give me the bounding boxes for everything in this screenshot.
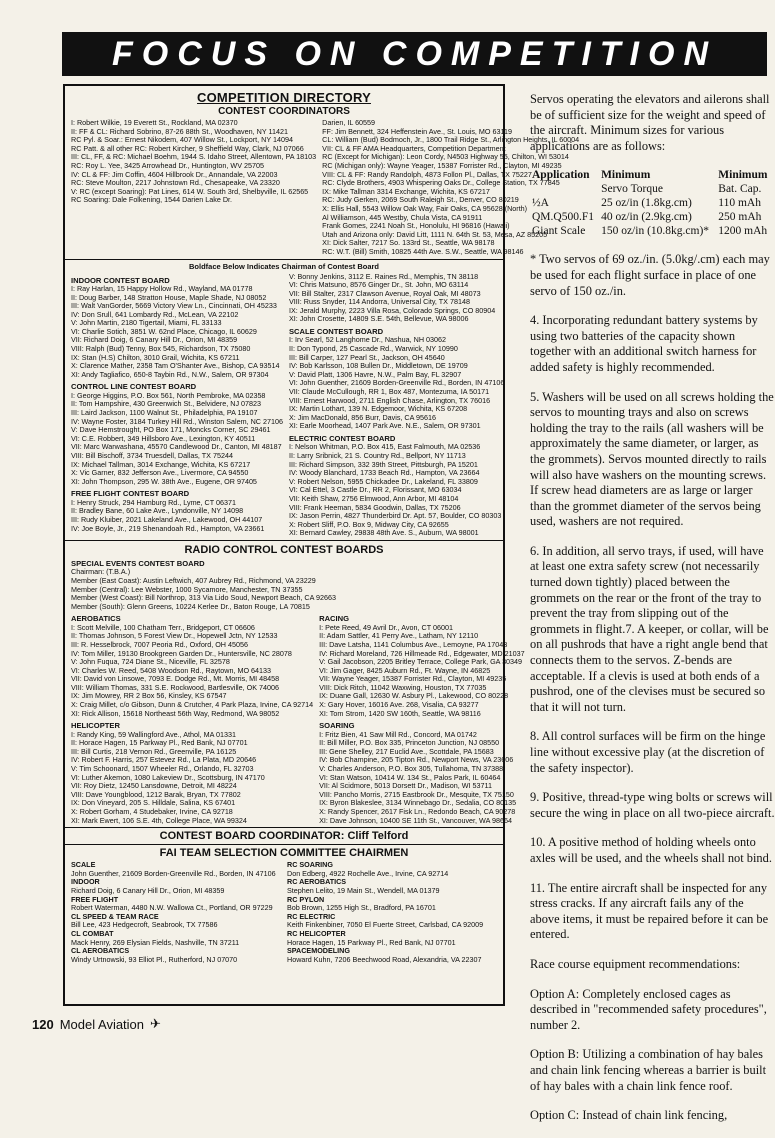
directory-entry: VII: Keith Shaw, 2756 Elmwood, Ann Arbor, MI 48104 (288, 493, 459, 503)
directory-entry: RC (Except for Michigan): Leon Cordy, N4503 Highway 55, Chilton, WI 53014 (322, 152, 569, 162)
directory-entry: XI: Bernard Cawley, 29838 48th Ave. S., Auburn, WA 98001 (288, 528, 479, 538)
directory-entry: V: RC (except Soaring): Pat Lines, 614 W. South 3rd, Shelbyville, IL 62565 (71, 186, 309, 196)
directory-entry: Utah and Arizona only: David Litt, 1111 N. 64th St. 53, Mesa, AZ 85205 (322, 229, 548, 239)
paragraph: Option B: Utilizing a combination of hay bales and chain link fencing whereas a barrier is built of hay bales with a chain link fence roof. (530, 1047, 767, 1093)
table-row (530, 196, 772, 210)
fai-right (287, 861, 497, 964)
directory-entry: IV: Bob Karlsson, 108 Bullen Dr., Middletown, DE 19709 (288, 361, 468, 371)
directory-entry: X: Robert Sliff, P.O. Box 9, Midway City, CA 92655 (288, 519, 449, 529)
scale-title: SCALE CONTEST BOARD (288, 327, 384, 337)
directory-entry: III: Bill Curtis, 218 Vernon Rd., Greenville, PA 16125 (71, 746, 237, 756)
directory-entry: RC Soaring: Dale Folkening, 1544 Darien Lake Dr. (71, 195, 233, 205)
directory-entry: II: Adam Sattler, 41 Perry Ave., Latham, NY 12110 (319, 631, 479, 641)
directory-entry: VIII: Russ Snyder, 114 Andorra, Universal City, TX 78148 (288, 297, 470, 307)
soaring-list (319, 731, 524, 826)
boldface-note: Boldface Below Indicates Chairman of Contest Board (188, 261, 380, 271)
board-coordinator: CONTEST BOARD COORDINATOR: Cliff Telford (159, 830, 409, 843)
directory-entry: IX: Duane Gall, 12630 W. Asbury Pl., Lakewood, CO 80228 (319, 691, 509, 701)
directory-entry: VIII: Dave Youngblood, 1212 Barak, Bryan, TX 77802 (71, 789, 241, 799)
directory-entry: RC Pyl. & Soar.: Ernest Nikodem, 407 Willow St., Lockport, NY 14094 (71, 135, 293, 145)
directory-entry: CL: William (Bud) Bodmoch, Jr., 1800 Trail Ridge St., Arlington Heights, IL 60004 (322, 135, 580, 145)
directory-entry: IV: Robert F. Harris, 257 Estevez Rd., La Plata, MD 20646 (71, 755, 257, 765)
fai-chairman: Stephen Lelito, 19 Main St., Wendell, MA 01379 (287, 885, 440, 895)
electric-list (289, 443, 504, 538)
directory-entry: IV: Bob Champine, 205 Tipton Rd., Newport News, VA 23606 (319, 755, 514, 765)
directory-entry: FF: Jim Bennett, 324 Heffenstein Ave., St. Louis, MO 63119 (322, 126, 512, 136)
directory-entry: VIII: William Thomas, 331 S.E. Rockwood, Bartlesville, OK 74006 (71, 682, 279, 692)
directory-entry: VI: John Guenther, 21609 Borden-Greenville Rd., Borden, IN 47106 (288, 378, 505, 388)
directory-entry: IX: Martin Lothart, 139 N. Edgemoor, Wichita, KS 67208 (288, 404, 468, 414)
fai-left (71, 861, 281, 964)
directory-entry: V: Bonny Jenkins, 3112 E. Raines Rd., Memphis, TN 38118 (288, 271, 479, 281)
paragraph: 10. A positive method of holding wheels onto axles will be used, and the wheels shall not bind. (530, 835, 772, 865)
indoor-title: INDOOR CONTEST BOARD (71, 275, 170, 285)
directory-entry: IX: Byron Blakeslee, 3134 Winnebago Dr., Sedalia, CO 80135 (319, 798, 517, 808)
directory-entry: III: Laird Jackson, 1100 Walnut St., Philadelphia, PA 19107 (71, 408, 258, 418)
directory-entry: VI: Cal Ettel, 3 Castle Dr., RR 2, Florissant, MO 63034 (288, 485, 462, 495)
directory-entry: VIII: Pancho Morris, 2715 Eastbrook Dr., Mesquite, TX 75150 (319, 789, 514, 799)
directory-entry: X: Clarence Mather, 2358 Tam O'Shanter Ave., Bishop, CA 93514 (71, 361, 280, 371)
directory-entry: VI: Luther Akemon, 1080 Lakeview Dr., Scottsburg, IN 47170 (71, 772, 265, 782)
special-events-title: SPECIAL EVENTS CONTEST BOARD (71, 558, 205, 568)
table-cell: 25 oz/in (1.8kg.cm) (601, 197, 692, 210)
table-cell: 110 mAh (718, 197, 761, 210)
directory-entry: XI: Earle Moorhead, 1407 Park Ave. N.E., Salem, OR 97301 (288, 421, 481, 431)
directory-entry: I: Ray Harlan, 15 Happy Hollow Rd., Wayland, MA 01778 (71, 283, 253, 293)
fai-chairman: Richard Doig, 6 Canary Hill Dr., Orion, MI 48359 (71, 885, 225, 895)
servo-size-table (530, 168, 772, 238)
paragraph: * Two servos of 69 oz./in. (5.0kg/.cm) each may be used for each flight surface in place of one servo of 150 oz./in. (530, 252, 770, 298)
table-cell: 150 oz/in (10.8kg.cm)* (601, 225, 710, 238)
directory-entry: V: Dave Hemstrought, PO Box 171, Moncks Corner, SC 29461 (71, 425, 271, 435)
paragraph: Option C: Instead of chain link fencing, (530, 1108, 728, 1123)
page-number: 120 (32, 1016, 54, 1032)
fai-category: INDOOR (71, 877, 100, 887)
directory-entry: II: Bill Miller, P.O. Box 335, Princeton Junction, NJ 08550 (319, 738, 500, 748)
fai-chairman: Howard Kuhn, 7206 Beechwood Road, Alexandria, VA 22307 (287, 954, 482, 964)
directory-entry: Member (East Coast): Austin Leftwich, 407 Aubrey Rd., Richmond, VA 23229 (71, 575, 316, 585)
directory-entry: I: Randy King, 59 Wallingford Ave., Athol, MA 01331 (71, 729, 237, 739)
fai-category: CL AEROBATICS (71, 946, 130, 956)
fai-chairman: Mack Henry, 269 Elysian Fields, Nashville, TN 37211 (71, 937, 240, 947)
directory-entry: II: Don Typond, 25 Cascade Rd., Warwick, NY 10990 (288, 344, 458, 354)
directory-entry: I: Robert Wilkie, 19 Everett St., Rockland, MA 02370 (71, 118, 238, 127)
directory-entry: VII: CL & FF AMA Headquarters, Competition Department (322, 143, 506, 153)
directory-entry: I: Irv Searl, 52 Langhome Dr., Nashua, NH 03062 (288, 335, 446, 345)
coordinators-title: CONTEST COORDINATORS (218, 106, 350, 117)
fai-category: RC HELICOPTER (287, 928, 346, 938)
helicopter-title: HELICOPTER (71, 721, 120, 731)
fai-chairman: Bill Lee, 423 Hedgecroft, Seabrook, TX 77586 (71, 920, 218, 930)
directory-entry: VI: Chris Matsuno, 8576 Ginger Dr., St. John, MO 63114 (288, 280, 469, 290)
directory-entry: VII: Wayne Yeager, 15387 Forrister Rd., Clayton, MI 49235 (319, 674, 507, 684)
control-line-title: CONTROL LINE CONTEST BOARD (71, 382, 197, 392)
table-subheader-cell: Bat. Cap. (718, 183, 762, 196)
directory-entry: V: Gail Jacobson, 2205 Britley Terrace, College Park, GA 30349 (319, 657, 523, 667)
directory-entry: XI: Rick Allison, 15618 Northeast 56th Way, Redmond, WA 98052 (71, 708, 280, 718)
directory-entry: I: Pete Reed, 49 Avril Dr., Avon, CT 06001 (319, 622, 453, 632)
rc-boards-title: RADIO CONTROL CONTEST BOARDS (184, 543, 384, 556)
boards-right (289, 273, 504, 538)
directory-entry: IX: Don Vineyard, 205 S. Hilldale, Salina, KS 67401 (71, 798, 236, 808)
table-cell: QM.Q500.F1 (532, 211, 594, 224)
directory-entry: XI: Dick Salter, 7217 So. 133rd St., Seattle, WA 98178 (322, 238, 495, 248)
paragraph: Race course equipment recommendations: (530, 956, 741, 971)
fai-category: RC PYLON (287, 894, 325, 904)
fai-chairman: Keith Finkenbiner, 7050 El Fuerte Street, Carlsbad, CA 92009 (287, 920, 484, 930)
aerobatics-title: AEROBATICS (71, 614, 121, 624)
directory-entry: IV: Don Srull, 641 Lombardy Rd., McLean, VA 22102 (71, 309, 239, 319)
indoor-list (71, 285, 283, 380)
fai-category: SPACEMODELING (287, 946, 350, 956)
directory-entry: VII: Richard Doig, 6 Canary Hill Dr., Orion, MI 48359 (71, 335, 238, 345)
directory-entry: III: Richard Simpson, 332 39th Street, Pittsburgh, PA 15201 (288, 459, 478, 469)
table-subheader (530, 182, 772, 196)
directory-entry: VI: C.E. Robbert, 349 Hillsboro Ave., Lexington, KY 40511 (71, 433, 256, 443)
directory-entry: III: Walt VanGorder, 5669 Victory View Ln., Cincinnati, OH 45233 (71, 301, 277, 311)
fai-category: FREE FLIGHT (71, 894, 119, 904)
directory-entry: III: Rudy Kluiber, 2021 Lakeland Ave., Lakewood, OH 44107 (71, 514, 263, 524)
directory-entry: VIII: Frank Heeman, 5834 Goodwin, Dallas, TX 75206 (288, 502, 461, 512)
directory-entry: X: Jim MacDonald, 856 Burr, Davis, CA 95616 (288, 412, 436, 422)
table-header-cell: Application (532, 169, 590, 182)
directory-entry: Frank Gomes, 2241 Noah St., Honolulu, HI 96816 (Hawaii) (322, 221, 510, 231)
directory-entry: I: Nelson Whitman, P.O. Box 415, East Falmouth, MA 02536 (288, 442, 481, 452)
directory-entry: II: Doug Barber, 148 Stratton House, Maple Shade, NJ 08052 (71, 292, 267, 302)
helicopter-list (71, 731, 313, 826)
directory-entry: II: Horace Hagen, 15 Parkway Pl., Red Bank, NJ 07701 (71, 738, 248, 748)
directory-entry: VI: Stan Watson, 10414 W. 134 St., Palos Park, IL 60464 (319, 772, 501, 782)
directory-entry: IX: Stan (H.S) Chilton, 3010 Grail, Wichita, KS 67211 (71, 352, 240, 362)
directory-entry: X: Randy Spencer, 2617 Fisk Ln., Redondo Beach, CA 90278 (319, 807, 516, 816)
coordinators-left (71, 119, 316, 257)
paragraph: 6. In addition, all servo trays, if used, will have at least one extra safety screw (not necessarily turned down tightly) placed between the grommets on the rear or the front of the tray to prevent the tray from slipping out of the grommets in flight.7. A keeper, or collar, will be on all pushrods that have a right angle bend that connects them to the servos. Z-bends are acceptable. If a clevis is used at both ends of a pushrod, one of the clevises must be secured so that it will not turn. (530, 543, 769, 714)
boards-left (71, 273, 283, 538)
directory-entry: X: Gary Hover, 16016 Ave. 268, Visalia, CA 93277 (319, 700, 479, 710)
directory-entry: RC: Steve Moulton, 2217 Johnstown Rd., Chesapeake, VA 23320 (71, 178, 280, 188)
directory-entry: IX: Jerald Murphy, 2223 Villa Rosa, Colorado Springs, CO 80904 (288, 305, 496, 315)
directory-entry: XI: Andy Tagliafico, 650-8 Taybin Rd., N.W., Salem, OR 97304 (71, 369, 269, 379)
directory-entry: IV: Woody Blanchard, 1733 Beach Rd., Hampton, VA 23664 (288, 468, 480, 478)
paragraph: 4. Incorporating redundant battery systems by using two batteries of the capacity shown together with an additional switch harness for added safety is highly recommended. (530, 313, 758, 374)
fai-category: RC AEROBATICS (287, 877, 347, 887)
fai-title: FAI TEAM SELECTION COMMITTEE CHAIRMEN (159, 847, 409, 860)
rc-right (319, 611, 524, 825)
directory-entry: VIII: Bill Bischoff, 3734 Truesdell, Dallas, TX 75244 (71, 451, 233, 460)
directory-entry: VI: Charlie Sotich, 3851 W. 62nd Place, Chicago, IL 60629 (71, 326, 257, 336)
directory-entry: XI: John Thompson, 295 W. 38th Ave., Eugene, OR 97405 (71, 476, 257, 486)
magazine-name: Model Aviation (59, 1016, 145, 1032)
directory-entry: IV: Joe Boyle, Jr., 219 Shenandoah Rd., Hampton, VA 23661 (71, 523, 265, 533)
directory-entry: II: FF & CL: Richard Sobrino, 87-26 88th St., Woodhaven, NY 11421 (71, 126, 288, 136)
directory-entry: X: Craig Millet, c/o Gibson, Dunn & Crutcher, 4 Park Plaza, Irvine, CA 92714 (71, 700, 314, 710)
directory-entry: Member (West Coast): Bill Northrop, 313 Via Lido Soud, Newport Beach, CA 92663 (71, 593, 337, 603)
directory-entry: I: George Higgins, P.O. Box 561, North Pembroke, MA 02358 (71, 390, 266, 400)
directory-entry: V: John Fuqua, 724 Diane St., Niceville, FL 32578 (71, 657, 230, 667)
table-header-cell: Minimum (718, 169, 768, 182)
directory-entry: XI: John Crosette, 14809 S.E. 54th, Bellevue, WA 98006 (288, 314, 469, 324)
directory-entry: I: Henry Struck, 294 Hamburg Rd., Lyme, CT 06371 (71, 497, 236, 507)
directory-entry: IX: Jim Mowrey, RR 2 Box 56, Kinsley, KS 67547 (71, 691, 227, 701)
directory-entry: VIII: CL & FF: Randy Randolph, 4873 Follon Pl., Dallas, TX 75227 (322, 169, 532, 179)
article-column (530, 92, 775, 1138)
directory-entry: VII: Roy Dietz, 12450 Lansdowne, Detroit, MI 48224 (71, 781, 237, 791)
fai-chairman: John Guenther, 21609 Borden-Greenville Rd., Borden, IN 47106 (71, 868, 276, 878)
directory-entry: IV: Richard Moreland, 726 Hillmeade Rd., Edgewater, MD 21037 (319, 648, 525, 658)
free-flight-continued-list (289, 273, 504, 325)
fai-category: SCALE (71, 860, 96, 870)
electric-title: ELECTRIC CONTEST BOARD (288, 434, 396, 443)
directory-entry: III: R. Hesselbrock, 7007 Peoria Rd., Oxford, OH 45056 (71, 639, 248, 649)
directory-entry: II: Larry Sribnick, 21 S. Country Rd., Bellport, NY 11713 (288, 451, 466, 460)
directory-entry: Darien, IL 60559 (322, 118, 376, 127)
directory-entry: VII: Claude McCullough, RR 1, Box 487, Montezuma, IA 50171 (288, 387, 490, 397)
paragraph: Servos operating the elevators and ailerons shall be of sufficient size for the weight and speed of the aircraft. Minimum sizes for various applications are as follows: (530, 92, 770, 153)
fai-category: CL SPEED & TEAM RACE (71, 911, 159, 921)
aerobatics-list (71, 624, 313, 719)
directory-entry: VIII: Ernest Harwood, 2711 English Chase, Arlington, TX 76016 (288, 395, 491, 405)
directory-entry: VII: Bill Stalter, 2317 Clawson Avenue, Royal Oak, MI 48073 (288, 288, 481, 298)
paragraph: 8. All control surfaces will be firm on the hinge line without excessive play (at the discretion of the safety inspector). (530, 729, 766, 775)
paragraph: 5. Washers will be used on all screws holding the servos to mounting trays and also on screws holding the tray to the rails (all washers will be approximately the same diameter, or larger, as the grommets). Servos mounted directly to rails will also have washers on the mounting screws. If screw head diameters are as large or larger than the grommet diameter of the servos being used, washers are not required. (530, 389, 774, 529)
paragraph: Option A: Completely enclosed cages as described in "recommended safety procedures", number 2. (530, 986, 767, 1032)
directory-entry: V: Charles Anderson, P.O. Box 305, Tullahoma, TN 37388 (319, 764, 504, 774)
directory-entry: VI: Charles W. Reed, 5408 Woodson Rd., Raytown, MO 64133 (71, 665, 272, 675)
table-cell: 250 mAh (718, 211, 762, 224)
table-cell: Giant Scale (532, 225, 586, 238)
free-flight-list (71, 499, 283, 533)
control-line-list (71, 392, 283, 487)
page-footer (32, 1016, 161, 1032)
directory-entry: X: Ellis Hall, 5543 Willow Oak Way, Fair Oaks, CA 95628 (North) (322, 203, 528, 213)
fai-category: CL COMBAT (71, 928, 114, 938)
scale-list (289, 336, 504, 431)
directory-entry: V: Robert Nelson, 5955 Chickadee Dr., Lakeland, FL 33809 (288, 476, 478, 486)
directory-entry: V: John Martin, 2180 Tigertail, Miami, FL 33133 (71, 318, 222, 328)
directory-entry: RC: Judy Gerken, 2069 South Raleigh St., Denver, CO 80219 (322, 195, 519, 205)
fai-chairman: Horace Hagen, 15 Parkway Pl., Red Bank, NJ 07701 (287, 937, 456, 947)
directory-entry: RC: W.T. (Bill) Smith, 10825 44th Ave. S.W., Seattle, WA 98146 (322, 246, 524, 256)
section-banner (62, 32, 767, 76)
racing-list (319, 624, 524, 719)
directory-entry: XI: Mark Ewert, 106 S.E. 4th, College Place, WA 99324 (71, 815, 247, 825)
directory-entry: XI: Tom Strom, 1420 SW 160th, Seattle, WA 98116 (319, 708, 481, 718)
directory-entry: Member (South): Glenn Greens, 10224 Kerlee Dr., Baton Rouge, LA 70815 (71, 601, 310, 611)
directory-entry: VIII: Dick Ritch, 11042 Waxwing, Houston, TX 77035 (319, 682, 487, 692)
banner-title: FOCUS ON COMPETITION (112, 34, 717, 73)
table-row (530, 224, 772, 238)
directory-entry: I: Fritz Bien, 41 Saw Mill Rd., Concord, MA 01742 (319, 729, 477, 739)
directory-entry: Chairman: (T.B.A.) (71, 567, 131, 577)
racing-title: RACING (319, 614, 350, 624)
table-cell: 1200 mAh (718, 225, 768, 238)
directory-entry: III: Gene Shelley, 217 Euclid Ave., Scottdale, PA 15683 (319, 746, 494, 756)
paragraph: 11. The entire aircraft shall be inspected for any stress cracks. If any aircraft fails any of the above items, it must be repaired before it can be entered. (530, 880, 769, 942)
directory-entry: VII: Al Scidmore, 5013 Dorsett Dr., Madison, WI 53711 (319, 781, 492, 791)
fai-chairman: Windy Urtnowski, 93 Elliot Pl., Rutherford, NJ 07070 (71, 954, 238, 964)
table-subheader-cell (530, 182, 599, 196)
directory-entry: IV: Tom Miller, 19130 Brookgreen Garden Dr., Huntersville, NC 28078 (71, 648, 292, 658)
directory-entry: II: Bradley Bane, 60 Lake Ave., Lyndonville, NY 14098 (71, 506, 244, 516)
rc-left (71, 611, 313, 825)
fai-chairman: Don Edberg, 4922 Rochelle Ave., Irvine, CA 92714 (287, 868, 449, 878)
directory-entry: VII: David von Linsowe, 7093 E. Dodge Rd., Mt. Morris, MI 48458 (71, 674, 280, 684)
directory-entry: Al Williamson, 445 Westby, Chula Vista, CA 91911 (322, 212, 483, 222)
directory-entry: III: Bill Carper, 127 Pearl St., Jackson, OH 45640 (288, 352, 445, 362)
fai-chairman: Bob Brown, 1255 High St., Bradford, PA 16701 (287, 903, 436, 913)
directory-entry: IV: CL & FF: Jim Coffin, 4604 Hillbrook Dr., Annandale, VA 22003 (71, 169, 278, 179)
directory-entry: XI: Dave Johnson, 10400 SE 11th St., Vancouver, WA 98664 (319, 815, 512, 825)
directory-entry: II: Tom Hampshire, 430 Greenwich St., Belvidere, NJ 07823 (71, 399, 262, 409)
directory-entry: RC: Clyde Brothers, 4903 Whispering Oaks Dr., College Station, TX 77845 (322, 178, 560, 188)
directory-entry: X: Robert Gorham, 4 Studebaker, Irvine, CA 92718 (71, 807, 233, 816)
directory-entry: Member (Central): Lee Webster, 1000 Sycamore, Manchester, TN 37355 (71, 584, 303, 594)
directory-entry: IV: Wayne Foster, 3184 Turkey Hill Rd., Winston Salem, NC 27106 (71, 416, 283, 426)
airplane-icon: ✈ (150, 1016, 161, 1031)
paragraph: 9. Positive, thread-type wing bolts or screws will secure the wing in place on all two-piece aircraft. (530, 790, 775, 820)
directory-entry: IX: Michael Tallman, 3014 Exchange, Wichita, KS 67217 (71, 459, 251, 469)
table-row (530, 210, 772, 224)
directory-entry: III: CL, FF, & RC: Michael Boehm, 1944 S. Idaho Street, Allentown, PA 18103 (71, 152, 317, 162)
directory-entry: IX: Mike Tallman 3314 Exchange, Wichita, KS 67217 (322, 186, 490, 196)
directory-entry: II: Thomas Johnson, 5 Forest View Dr., Hopewell Jctn, NY 12533 (71, 631, 278, 641)
directory-entry: VII: Marc Warwashana, 45570 Candlewood Dr., Canton, MI 48187 (71, 442, 282, 452)
soaring-title: SOARING (319, 721, 355, 731)
directory-entry: RC (Michigan only): Wayne Yeager, 15387 Forrister Rd., Clayton, MI 49235 (322, 160, 562, 170)
fai-category: RC SOARING (287, 860, 333, 870)
directory-entry: VI: Jim Gager, 8425 Auburn Rd., Ft. Wayne, IN 46825 (319, 665, 491, 675)
table-header (530, 168, 772, 182)
fai-chairman: Robert Waterman, 4480 N.W. Wallowa Ct., Portland, OR 97229 (71, 903, 273, 913)
free-flight-title: FREE FLIGHT CONTEST BOARD (71, 489, 190, 499)
table-subheader-cell: Servo Torque (601, 183, 663, 196)
directory-entry: I: Scott Melville, 100 Chatham Terr., Bridgeport, CT 06606 (71, 622, 255, 632)
directory-entry: V: Tim Schoonard, 1507 Wheeler Rd., Orlando, FL 32703 (71, 764, 254, 774)
table-header-cell: Minimum (601, 169, 651, 182)
directory-entry: X: Vic Garner, 832 Jefferson Ave., Livermore, CA 94550 (71, 468, 249, 478)
special-events-list (71, 568, 497, 611)
table-cell: 40 oz/in (2.9kg.cm) (601, 211, 692, 224)
directory-entry: V: David Platt, 1306 Havre, N.W., Palm Bay, FL 32907 (288, 369, 462, 379)
directory-title: COMPETITION DIRECTORY (197, 90, 371, 105)
directory-entry: III: Dave Latsha, 1141 Columbus Ave., Lemoyne, PA 17043 (319, 639, 508, 649)
directory-entry: RC: Roy L. Yee, 3425 Arrowhead Dr., Huntington, WV 25705 (71, 160, 264, 170)
directory-entry: VIII: Ralph (Bud) Tenny, Box 545, Richardson, TX 75080 (71, 344, 251, 354)
fai-category: RC ELECTRIC (287, 911, 336, 921)
table-cell: ½A (532, 197, 549, 210)
directory-entry: IX: Jason Perrin, 4827 Thunderbird Dr. Apt. 57, Boulder, CO 80303 (288, 511, 502, 521)
directory-entry: RC Patt. & all other RC: Robert Kircher, 9 Sheffield Way, Clark, NJ 07066 (71, 143, 304, 153)
